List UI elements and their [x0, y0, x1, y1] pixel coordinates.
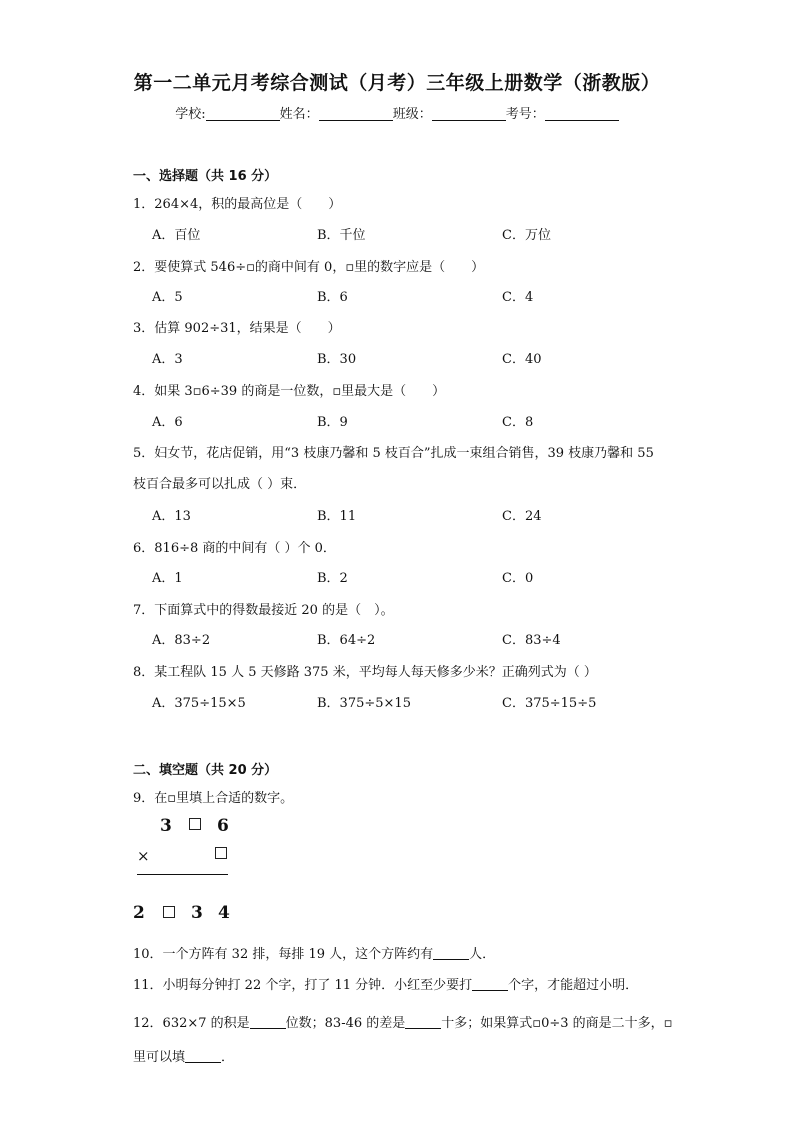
- question-12: [133, 1012, 672, 1031]
- section-title-choice: 一、选择题（共 16 分）: [133, 169, 278, 184]
- number-blank[interactable]: [545, 106, 619, 121]
- option-a[interactable]: A．6: [152, 415, 183, 430]
- option-a[interactable]: A．13: [152, 509, 191, 524]
- option-b[interactable]: B．2: [317, 571, 348, 586]
- question-12-line2-end: ．: [221, 1050, 235, 1065]
- question-5-continued: 枝百合最多可以扎成（ ）束．: [133, 477, 307, 492]
- school-blank[interactable]: [206, 106, 280, 121]
- question-12-text-mid: 位数；83-46 的差是: [285, 1016, 406, 1031]
- option-a[interactable]: A．1: [152, 571, 183, 586]
- question-3: 3．估算 902÷31，结果是（ ）: [133, 321, 341, 336]
- question-2-options: [0, 286, 794, 304]
- option-c[interactable]: C．0: [502, 571, 534, 586]
- question-11: [133, 974, 638, 993]
- question-12-line2-text: 里可以填: [133, 1050, 186, 1065]
- student-info-line: [0, 103, 794, 122]
- option-a[interactable]: A．百位: [152, 228, 201, 243]
- class-label: 班级：: [392, 107, 432, 122]
- top-digit-hundreds: 3: [160, 816, 172, 836]
- option-a[interactable]: A．83÷2: [152, 633, 211, 648]
- question-10: [133, 943, 495, 962]
- option-b[interactable]: B．千位: [317, 228, 366, 243]
- question-4: 4．如果 3▫6÷39 的商是一位数，▫里最大是（ ）: [133, 384, 446, 399]
- option-b[interactable]: B．375÷5×15: [317, 696, 411, 711]
- question-12-continued: [133, 1046, 234, 1065]
- answer-blank[interactable]: [433, 946, 469, 960]
- question-3-options: [0, 348, 794, 366]
- question-12-text: 12．632×7 的积是: [133, 1016, 250, 1031]
- question-7-options: [0, 629, 794, 647]
- option-b[interactable]: B．64÷2: [317, 633, 376, 648]
- option-a[interactable]: A．375÷15×5: [152, 696, 246, 711]
- top-digit-tens-box[interactable]: [189, 818, 201, 830]
- answer-blank[interactable]: [185, 1049, 221, 1063]
- option-b[interactable]: B．9: [317, 415, 348, 430]
- question-6: 6．816÷8 商的中间有（ ）个 0．: [133, 541, 336, 556]
- question-2: 2．要使算式 546÷▫的商中间有 0，▫里的数字应是（ ）: [133, 260, 485, 275]
- answer-blank[interactable]: [405, 1015, 441, 1029]
- question-11-text: 11．小明每分钟打 22 个字，打了 11 分钟．小红至少要打: [133, 978, 473, 993]
- question-10-text-end: 人．: [469, 947, 496, 962]
- name-label: 姓名：: [279, 107, 319, 122]
- option-c[interactable]: C．40: [502, 352, 542, 367]
- option-b[interactable]: B．11: [317, 509, 357, 524]
- class-blank[interactable]: [432, 106, 506, 121]
- question-7: 7．下面算式中的得数最接近 20 的是（ ）。: [133, 603, 394, 618]
- result-digit-thousands: 2: [133, 903, 145, 923]
- option-c[interactable]: C．8: [502, 415, 534, 430]
- option-c[interactable]: C．83÷4: [502, 633, 561, 648]
- result-digit-ones: 4: [218, 903, 230, 923]
- option-a[interactable]: A．3: [152, 352, 183, 367]
- top-digit-ones: 6: [217, 816, 229, 836]
- result-line: [137, 874, 228, 875]
- question-1: 1．264×4，积的最高位是（ ）: [133, 197, 342, 212]
- answer-blank[interactable]: [472, 977, 508, 991]
- question-12-text-mid2: 十多；如果算式▫0÷3 的商是二十多，▫: [441, 1016, 673, 1031]
- question-5-options: [0, 505, 794, 523]
- multiplier-box[interactable]: [215, 847, 227, 859]
- name-blank[interactable]: [319, 106, 393, 121]
- option-c[interactable]: C．4: [502, 290, 534, 305]
- question-8: 8．某工程队 15 人 5 天修路 375 米，平均每人每天修多少米？正确列式为（ ）: [133, 665, 597, 680]
- option-a[interactable]: A．5: [152, 290, 183, 305]
- question-4-options: [0, 411, 794, 429]
- question-9: 9．在▫里填上合适的数字。: [133, 791, 294, 806]
- option-b[interactable]: B．30: [317, 352, 357, 367]
- section-title-fill-in: 二、填空题（共 20 分）: [133, 763, 278, 778]
- option-c[interactable]: C．万位: [502, 228, 551, 243]
- multiply-sign: ×: [137, 847, 150, 865]
- result-digit-tens: 3: [191, 903, 203, 923]
- question-8-options: [0, 692, 794, 710]
- question-11-text-end: 个字，才能超过小明．: [508, 978, 639, 993]
- option-c[interactable]: C．24: [502, 509, 542, 524]
- option-b[interactable]: B．6: [317, 290, 348, 305]
- option-c[interactable]: C．375÷15÷5: [502, 696, 597, 711]
- question-5: 5．妇女节，花店促销，用“3 枝康乃馨和 5 枝百合”扎成一束组合销售，39 枝康乃馨和 55: [133, 446, 654, 461]
- question-1-options: [0, 224, 794, 242]
- page-title: 第一二单元月考综合测试（月考）三年级上册数学（浙教版）: [133, 72, 661, 94]
- answer-blank[interactable]: [250, 1015, 286, 1029]
- result-digit-hundreds-box[interactable]: [163, 906, 175, 918]
- number-label: 考号：: [505, 107, 545, 122]
- question-10-text: 10．一个方阵有 32 排，每排 19 人，这个方阵约有: [133, 947, 434, 962]
- question-6-options: [0, 567, 794, 585]
- school-label: 学校:: [175, 107, 206, 122]
